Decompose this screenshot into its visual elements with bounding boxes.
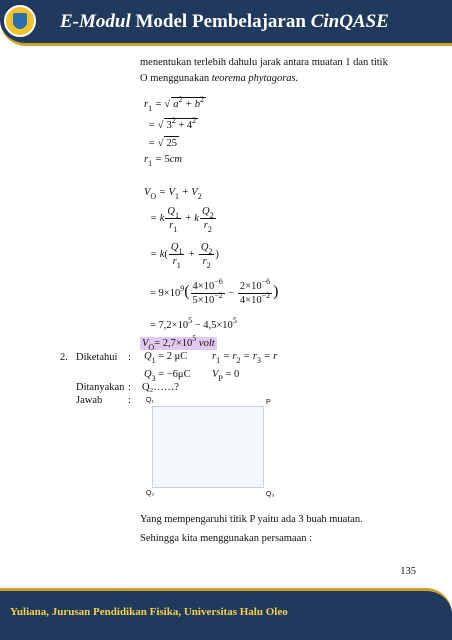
footer-author: Yuliana, Jurusan Pendidikan Fisika, Universitas Halu Oleo [10,606,288,618]
diagram-label-q3: Q₃ [266,491,275,498]
given-r-equal: $r_1 = r_2 = r_3 = r$ [212,351,278,365]
diagram-label-p: P [266,399,271,406]
ditanyakan-label: Ditanyakan [76,382,125,393]
given-q1: $Q_1 = 2$ μC [144,351,188,365]
equation-r1-sqrt: $r_1$ = √ $a^2 + b^2$ [144,95,205,113]
equation-vo-values: = $9\times 10^9$( $\frac{4\times 10^{-6}}{5\times 10^{-2}}$ − $\frac{2\times 10^{-6}}{4\times 10^{-2}}$ ) [150,277,279,306]
diketahui-colon: : [128,352,131,363]
ditanyakan-colon: : [128,382,131,393]
title-model: Model Pembelajaran [130,11,311,32]
ditanyakan-value: Q₂……? [142,382,179,393]
charge-square-diagram [152,406,264,488]
equation-vo-sum: $V_O = V_1 + V_2$ [144,187,202,201]
equation-vo-final: $V_O= 2,7\times 10^5$ volt [142,334,215,352]
closing-line-2: Sehingga kita menggunakan persamaan : [140,533,313,544]
diketahui-label: Diketahui [76,352,118,363]
footer-banner [0,588,452,640]
intro-line-1: menentukan terlebih dahulu jarak antara muatan 1 dan titik [140,57,388,68]
problem-2-number: 2. [60,352,68,363]
intro-line-2-plain: O menggunakan [140,73,212,84]
equation-r1-numbers: = √ $3^2 + 4^2$ [148,116,197,131]
equation-r1-result: $r_1 = 5cm$ [144,154,182,168]
equation-vo-factored: = k( $\frac{Q_1}{r_1}$ + $\frac{Q_2}{r_2}$ ) [150,242,219,270]
header-banner [0,0,452,46]
page-number: 135 [400,566,416,577]
equation-r1-25: = √ 25 [148,138,177,149]
jawab-label: Jawab [76,395,103,406]
module-title [60,11,440,33]
given-q3: $Q_3 = -6\mu C$ [144,369,191,383]
given-vp: $V_P = 0$ [212,369,240,383]
title-cinqase: CinQASE [310,11,389,32]
equation-vo-kq: = k $\frac{Q_1}{r_1}$ + k $\frac{Q_2}{r_2}$ [150,206,214,234]
closing-line-1: Yang mempengaruhi titik P yaitu ada 3 buah muatan. [140,514,363,525]
title-emodul: E-Modul [60,11,131,32]
diagram-label-q1: Q₁ [146,397,154,404]
intro-line-2 [140,72,298,86]
intro-line-2-italic: teorema phytagoras. [211,73,299,84]
equation-vo-subtraction: = $7,2\times 10^5 - 4,5\times 10^5$ [150,316,237,331]
university-logo-icon [4,5,36,37]
jawab-colon: : [128,395,131,406]
diagram-label-q2: Q₂ [146,490,155,497]
